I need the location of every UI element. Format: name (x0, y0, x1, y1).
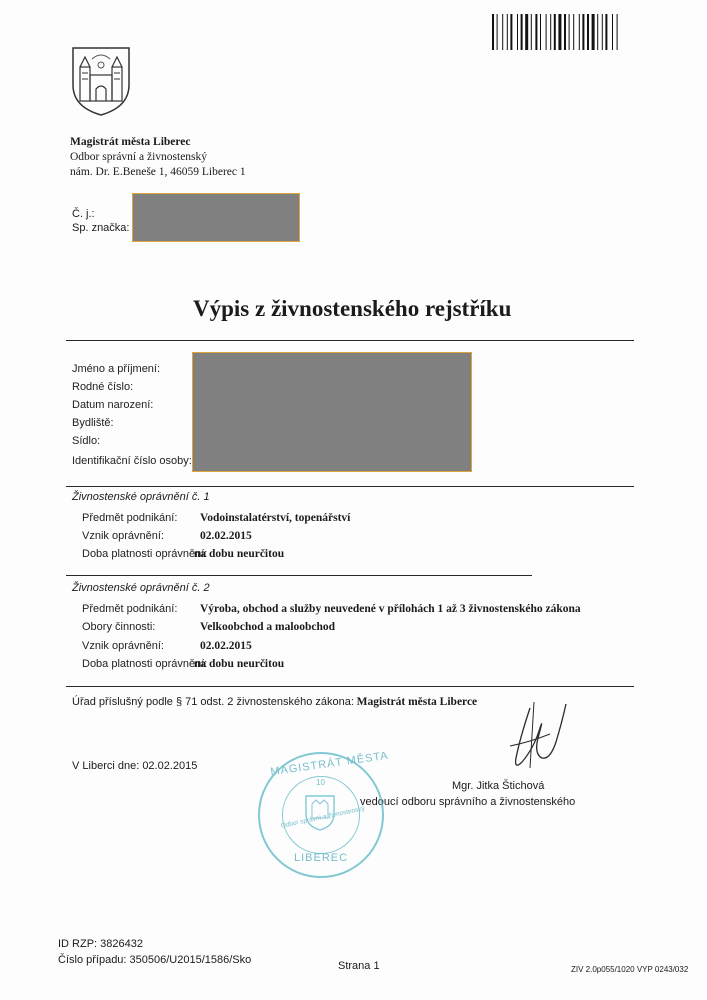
barcode-bar (510, 14, 512, 50)
document-title: Výpis z živnostenského rejstříku (193, 296, 512, 321)
barcode-bar (558, 14, 561, 50)
stamp-number: 10 (316, 778, 325, 787)
signature-image (490, 698, 580, 778)
redacted-personal-data (192, 352, 472, 472)
stamp-inner-text: Odbor správní a živnostenský (280, 805, 366, 830)
barcode-bar (602, 14, 603, 50)
seat-label: Sídlo: (72, 435, 101, 447)
license-1-divider (66, 575, 532, 576)
license-2-heading: Živnostenské oprávnění č. 2 (72, 582, 210, 594)
authority-name: Magistrát města Liberec (70, 136, 191, 148)
license-2-subject-value: Výroba, obchod a služby neuvedené v přílohách 1 až 3 živnostenského zákona (200, 603, 581, 615)
barcode-bar (492, 14, 494, 50)
office-line (72, 696, 477, 708)
barcode-bar (597, 14, 598, 50)
place-date: V Liberci dne: 02.02.2015 (72, 760, 198, 772)
license-1-subject-value: Vodoinstalatérství, topenářství (200, 512, 351, 524)
license-1-heading: Živnostenské oprávnění č. 1 (72, 491, 210, 503)
sp-znacka-label: Sp. značka: (72, 222, 130, 234)
license-2-divider (66, 686, 634, 687)
footer-page-number: Strana 1 (338, 960, 380, 972)
barcode-bar (582, 14, 584, 50)
barcode-bar (550, 14, 551, 50)
authority-address: nám. Dr. E.Beneše 1, 46059 Liberec 1 (70, 166, 246, 178)
footer-code: ZIV 2.0p055/1020 VYP 0243/032 (571, 965, 689, 974)
barcode-bar (521, 14, 523, 50)
barcode-bar (564, 14, 566, 50)
barcode-bar (535, 14, 537, 50)
barcode-image (490, 14, 694, 50)
stamp-emblem-icon (304, 794, 336, 832)
license-2-validity-label: Doba platnosti oprávnění: (82, 658, 208, 670)
barcode-bar (573, 14, 574, 50)
office-value: Magistrát města Liberce (356, 696, 478, 708)
license-1-origin-label: Vznik oprávnění: (82, 530, 164, 542)
barcode-bar (612, 14, 613, 50)
residence-label: Bydliště: (72, 417, 114, 429)
barcode-bar (531, 14, 532, 50)
barcode-bar (592, 14, 595, 50)
barcode-bar (546, 14, 547, 50)
footer-case-number: Číslo případu: 350506/U2015/1586/Sko (58, 954, 252, 966)
barcode-bar (554, 14, 556, 50)
barcode-bar (525, 14, 528, 50)
license-1-subject-label: Předmět podnikání: (82, 512, 178, 524)
birth-date-label: Datum narození: (72, 399, 154, 411)
cj-label: Č. j.: (72, 208, 95, 220)
stamp-bottom-text: LIBEREC (294, 852, 349, 864)
barcode-bar (605, 14, 607, 50)
license-2-validity-value: na dobu neurčitou (194, 658, 285, 670)
license-1-validity-value: na dobu neurčitou (194, 548, 285, 560)
license-2-origin-label: Vznik oprávnění: (82, 640, 164, 652)
license-1-origin-value: 02.02.2015 (200, 530, 252, 542)
license-2-fields-value: Velkoobchod a maloobchod (200, 621, 336, 633)
title-divider (66, 340, 634, 341)
license-2-origin-value: 02.02.2015 (200, 640, 252, 652)
signatory-name: Mgr. Jitka Štichová (452, 780, 545, 792)
department-name: Odbor správní a živnostenský (70, 151, 208, 163)
footer-id-rzp: ID RZP: 3826432 (58, 938, 143, 950)
license-2-fields-label: Obory činnosti: (82, 621, 156, 633)
birth-number-label: Rodné číslo: (72, 381, 134, 393)
barcode-bar (579, 14, 580, 50)
person-divider (66, 486, 634, 487)
barcode-bar (517, 14, 518, 50)
barcode-bar (502, 14, 503, 50)
barcode-bar (617, 14, 618, 50)
id-number-label: Identifikační číslo osoby: (72, 455, 192, 467)
office-text: Úřad příslušný podle § 71 odst. 2 živnostenského zákona: (72, 696, 354, 708)
barcode-bar (507, 14, 508, 50)
barcode-bar (540, 14, 541, 50)
barcode-bar (497, 14, 498, 50)
signatory-role: vedoucí odboru správního a živnostenského (360, 796, 576, 808)
name-label: Jméno a příjmení: (72, 363, 161, 375)
barcode-bar (569, 14, 570, 50)
license-1-validity-label: Doba platnosti oprávnění: (82, 548, 208, 560)
redacted-reference (132, 193, 300, 242)
coat-of-arms-icon (70, 45, 132, 117)
barcode-bar (587, 14, 589, 50)
official-stamp (258, 749, 390, 878)
stamp-top-text: MAGISTRÁT MĚSTA (269, 749, 390, 779)
license-2-subject-label: Předmět podnikání: (82, 603, 178, 615)
